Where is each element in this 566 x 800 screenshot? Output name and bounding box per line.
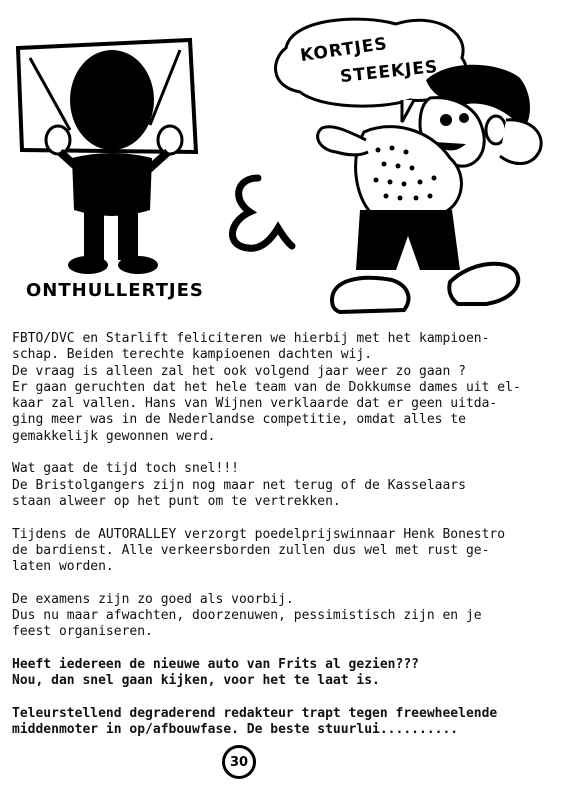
text-line: Tijdens de AUTORALLEY verzorgt poedelprijswinnaar Henk Bonestro [12,526,506,542]
text-line: De vraag is alleen zal het ook volgend jaar weer zo gaan ? [12,363,466,379]
page-number: 30 [222,745,256,779]
article-body [12,331,560,755]
text-line: Nou, dan snel gaan kijken, voor het te laat is. [12,673,380,689]
text-line: laten worden. [12,559,114,575]
text-line: Dus nu maar afwachten, doorzenuwen, pessimistisch zijn en je [12,608,482,624]
sign-holder-figure [18,40,196,274]
paragraph [12,592,560,641]
ampersand-graphic [232,178,292,248]
paragraph [12,461,560,510]
section-title-onthullertjes: ONTHULLERTJES [26,280,204,301]
text-line: FBTO/DVC en Starlift feliciteren we hierbij met het kampioen- [12,331,490,346]
text-line: de bardienst. Alle verkeersborden zullen dus wel met rust ge- [12,542,490,558]
text-line: Heeft iedereen de nieuwe auto van Frits al gezien??? [12,656,419,672]
paragraph [12,706,560,739]
text-line: De examens zijn zo goed als voorbij. [12,591,294,607]
paragraph [12,527,560,576]
bubble-line-1: KORTJES [299,33,389,67]
text-line: kaar zal vallen. Hans van Wijnen verklaarde dat er geen uitda- [12,396,498,412]
text-line: De Bristolgangers zijn nog maar net terug of de Kasselaars [12,477,466,493]
paragraph [12,331,560,445]
text-line: Er gaan geruchten dat het hele team van de Dokkumse dames uit el- [12,379,521,395]
paragraph [12,657,560,690]
text-line: Teleurstellend degraderend redakteur trapt tegen freewheelende [12,705,498,721]
bubble-line-2: STEEKJES [339,56,440,88]
text-line: middenmoter in op/afbouwfase. De beste stuurlui.......... [12,722,459,738]
text-line: ging meer was in de Nederlandse competitie, omdat alles te [12,412,466,428]
text-line: schap. Beiden terechte kampioenen dachten wij. [12,347,373,363]
text-line: gemakkelijk gewonnen werd. [12,428,216,444]
text-line: staan alweer op het punt om te vertrekken. [12,493,341,509]
text-line: feest organiseren. [12,624,153,640]
text-line: Wat gaat de tijd toch snel!!! [12,461,239,477]
